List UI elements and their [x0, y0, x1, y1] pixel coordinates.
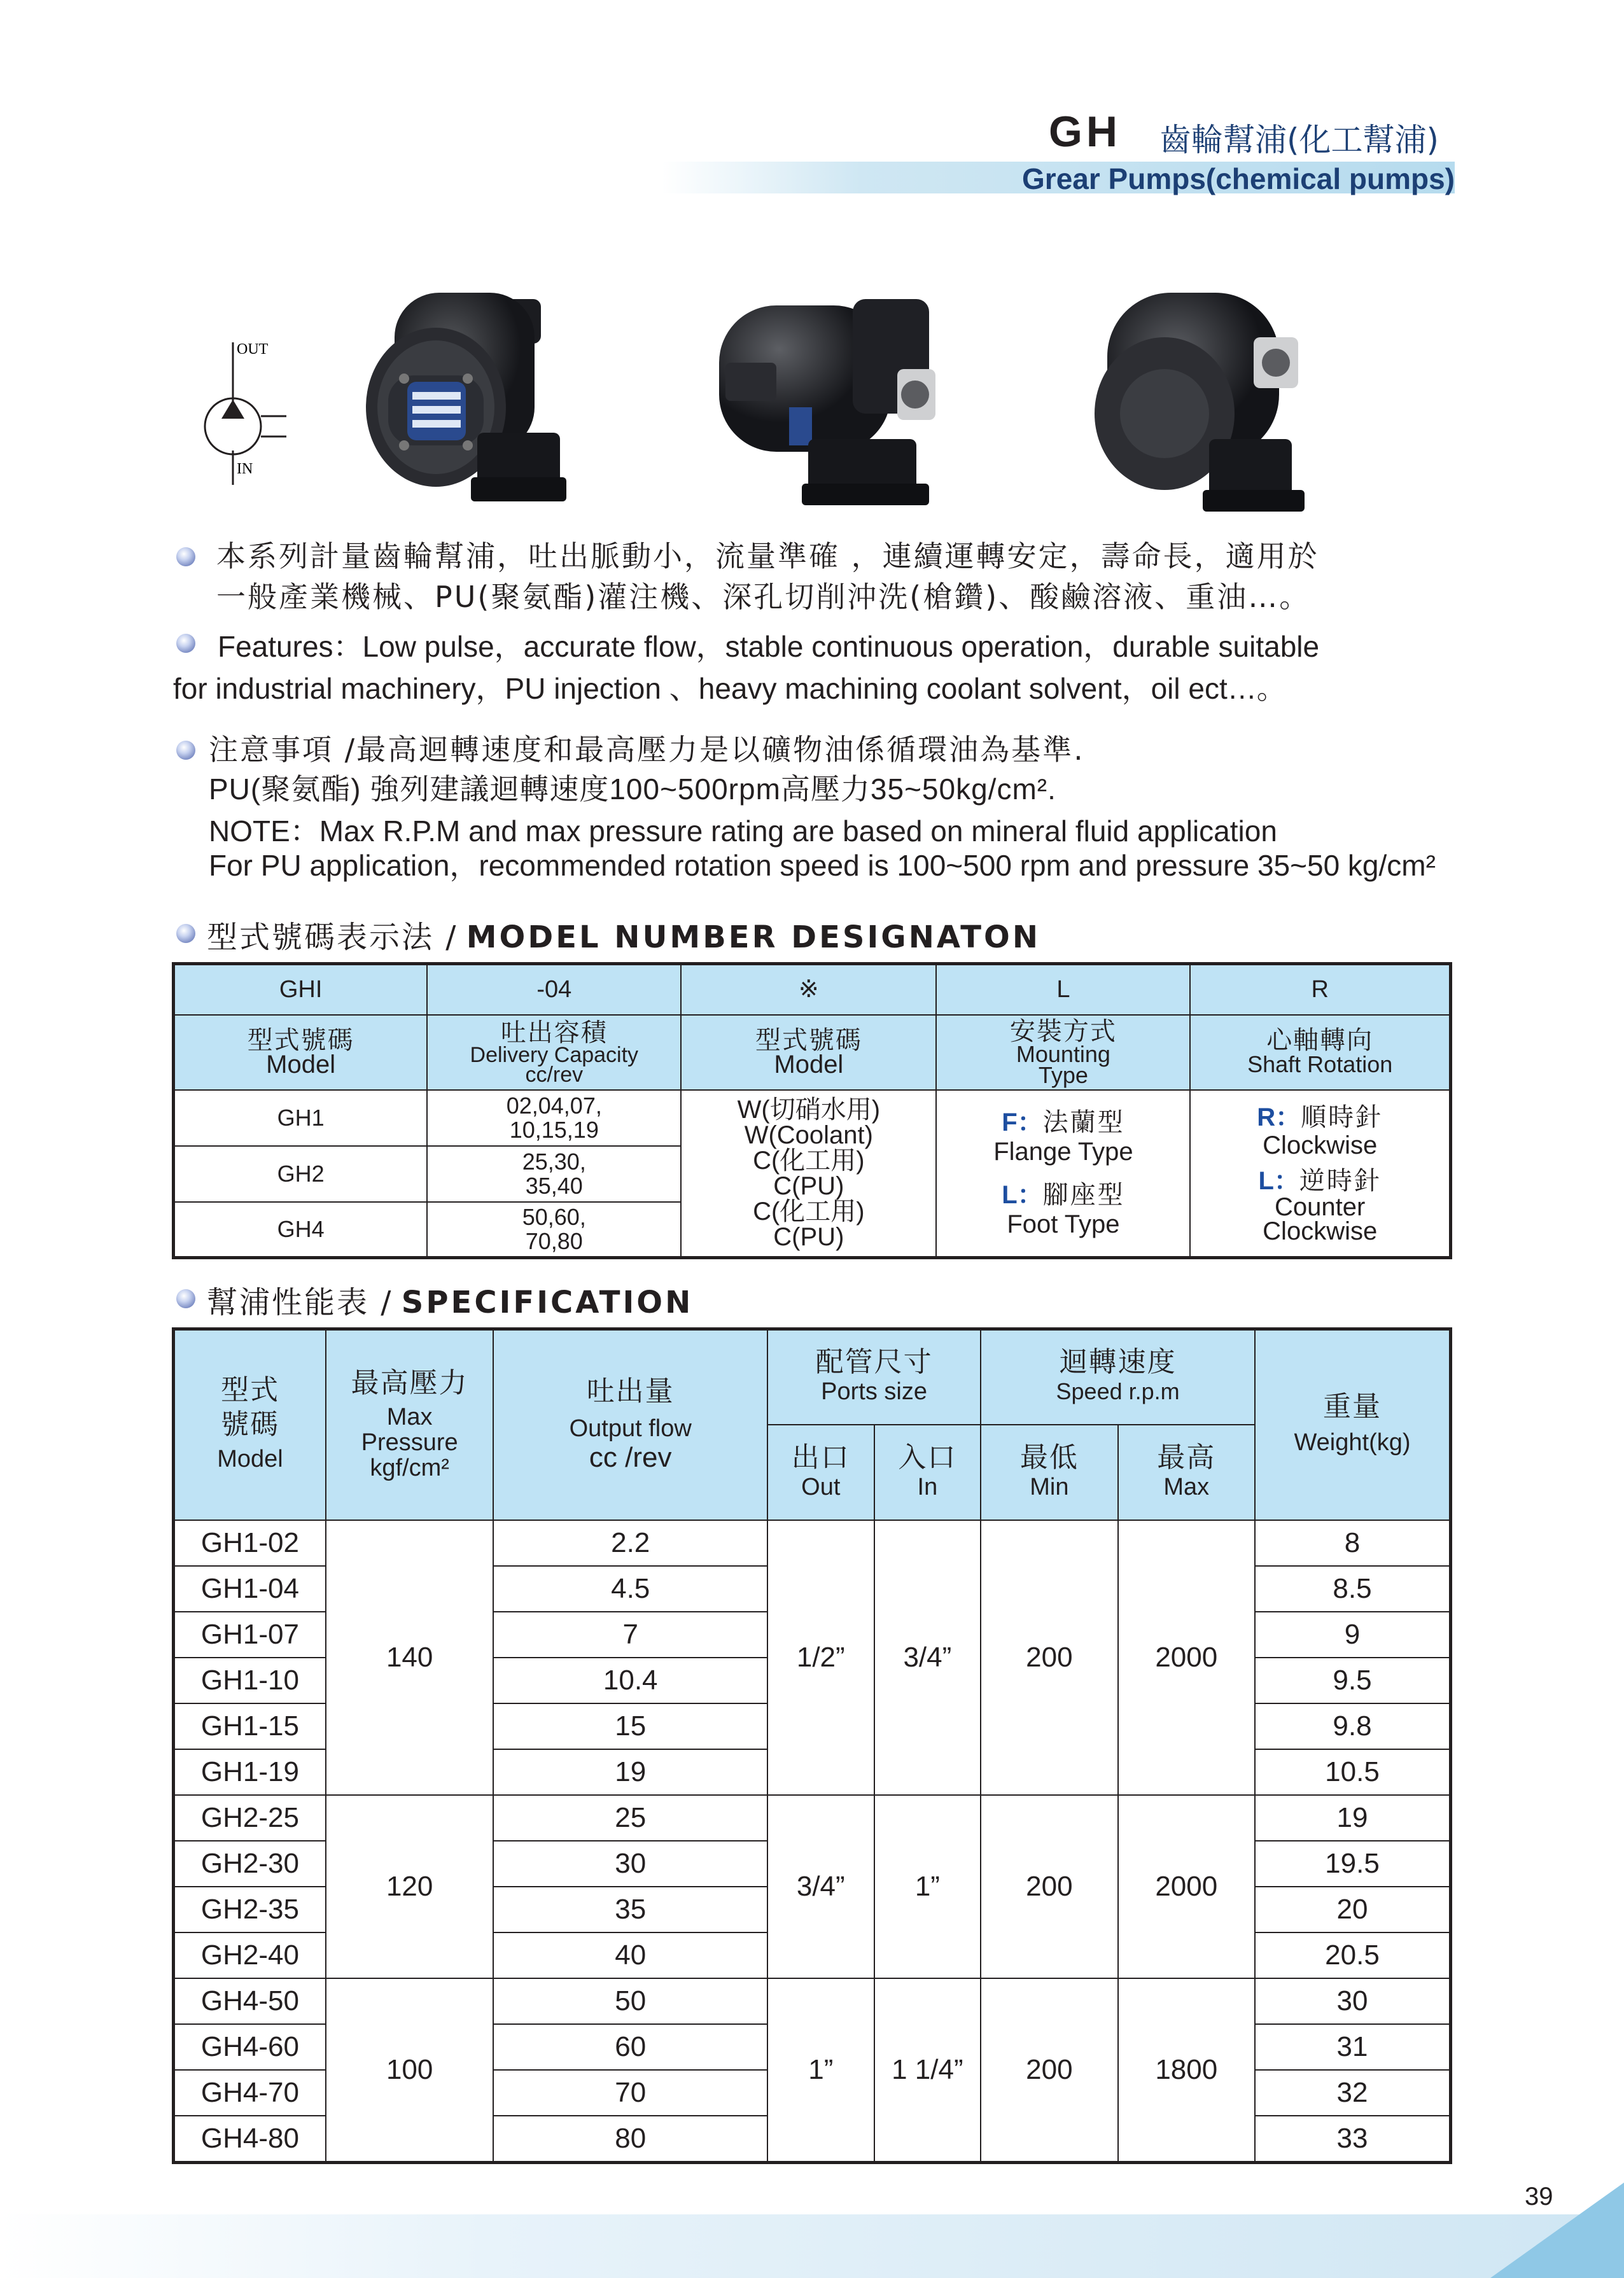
spec-title-zh: 幫浦性能表 /: [207, 1285, 393, 1320]
model-designation-table: [172, 962, 1452, 1259]
type-options: W(切硝水用) W(Coolant) C(化工用) C(PU) C(化工用) C(PU): [681, 1090, 936, 1258]
flow-cell: 15: [493, 1703, 767, 1749]
symbol-out-label: OUT: [237, 341, 269, 358]
weight-cell: 9: [1255, 1612, 1451, 1658]
weight-cell: 33: [1255, 2116, 1451, 2163]
header-in: 入口 In: [874, 1425, 981, 1520]
bullet-icon: [176, 547, 195, 566]
model-cell: GH4-60: [174, 2024, 326, 2070]
model-cell: GH2-25: [174, 1795, 326, 1841]
title-en: Grear Pumps(chemical pumps): [1022, 162, 1455, 195]
header-type: 型式號碼 Model: [681, 1015, 936, 1090]
flow-cell: 2.2: [493, 1520, 767, 1566]
port-in-cell: 1”: [874, 1795, 981, 1978]
weight-cell: 20.5: [1255, 1932, 1451, 1978]
model-cell: GH1-04: [174, 1566, 326, 1612]
pump-image-flange-rear: [1082, 267, 1311, 522]
spec-section-title: [207, 1278, 693, 1322]
model-cell: GH2-35: [174, 1887, 326, 1932]
model-cell: GH1-15: [174, 1703, 326, 1749]
port-in-cell: 3/4”: [874, 1520, 981, 1795]
spec-body: [174, 1520, 1451, 2163]
note-en-line2: For PU application，recommended rotation speed is 100~500 rpm and pressure 35~50 kg/cm²: [209, 849, 1436, 882]
bullet-icon: [176, 634, 195, 653]
header-max-pressure: 最高壓力 Max Pressure kgf/cm²: [326, 1329, 494, 1520]
flow-cell: 40: [493, 1932, 767, 1978]
desc-zh-line2: 一般產業機械、PU(聚氨酯)灌注機、深孔切削沖洗(槍鑽)、酸鹼溶液、重油…。: [216, 580, 1311, 614]
model-cell: GH4-70: [174, 2070, 326, 2116]
header-max: 最高 Max: [1118, 1425, 1255, 1520]
header-ports-size: 配管尺寸 Ports size: [767, 1329, 981, 1425]
pump-symbol-icon: [191, 337, 318, 490]
pump-image-side: [700, 267, 942, 522]
header-min: 最低 Min: [981, 1425, 1117, 1520]
speed-min-cell: 200: [981, 1795, 1117, 1978]
weight-cell: 31: [1255, 2024, 1451, 2070]
port-in-cell: 1 1/4”: [874, 1978, 981, 2163]
flow-cell: 60: [493, 2024, 767, 2070]
model-row-gh1: GH1: [174, 1090, 428, 1146]
flow-cell: 50: [493, 1978, 767, 2024]
flow-cell: 25: [493, 1795, 767, 1841]
weight-cell: 19: [1255, 1795, 1451, 1841]
bullet-icon: [176, 1289, 195, 1308]
code-part-type: ※: [681, 964, 936, 1015]
model-row-gh4: GH4: [174, 1202, 428, 1258]
port-out-cell: 1/2”: [767, 1520, 874, 1795]
model-title-zh: 型式號碼表示法 /: [207, 919, 458, 955]
note-en-line1: NOTE：Max R.P.M and max pressure rating are based on mineral fluid application: [209, 814, 1277, 848]
weight-cell: 10.5: [1255, 1749, 1451, 1795]
title-zh: 齒輪幫浦(化工幫浦): [1159, 122, 1439, 158]
flow-cell: 10.4: [493, 1658, 767, 1703]
weight-cell: 20: [1255, 1887, 1451, 1932]
model-title-en: MODEL NUMBER DESIGNATON: [466, 919, 1041, 955]
model-row-gh2: GH2: [174, 1146, 428, 1202]
pressure-cell: 140: [326, 1520, 494, 1795]
weight-cell: 30: [1255, 1978, 1451, 2024]
desc-en-line1: Features：Low pulse，accurate flow，stable continuous operation，durable suitable: [218, 630, 1320, 663]
note-zh-line1: 注意事項 /最高迴轉速度和最高壓力是以礦物油係循環油為基準.: [209, 732, 1085, 767]
bullet-icon: [176, 741, 195, 760]
note-zh-line2: PU(聚氨酯) 強列建議迴轉速度100~500rpm高壓力35~50kg/cm².: [209, 772, 1056, 806]
mounting-options: F：法蘭型 Flange Type L：腳座型 Foot Type: [936, 1090, 1190, 1258]
bullet-icon: [176, 924, 195, 943]
speed-max-cell: 2000: [1118, 1520, 1255, 1795]
header-capacity: 吐出容積 Delivery Capacity cc/rev: [427, 1015, 681, 1090]
capacity-gh4: 50,60, 70,80: [427, 1202, 681, 1258]
weight-cell: 8: [1255, 1520, 1451, 1566]
speed-max-cell: 2000: [1118, 1795, 1255, 1978]
header-out: 出口 Out: [767, 1425, 874, 1520]
code-part-capacity: -04: [427, 964, 681, 1015]
rotation-options: R：順時針 Clockwise L：逆時針 Counter Clockwise: [1190, 1090, 1450, 1258]
weight-cell: 8.5: [1255, 1566, 1451, 1612]
model-cell: GH1-07: [174, 1612, 326, 1658]
weight-cell: 19.5: [1255, 1841, 1451, 1887]
capacity-gh1: 02,04,07, 10,15,19: [427, 1090, 681, 1146]
weight-cell: 9.8: [1255, 1703, 1451, 1749]
speed-max-cell: 1800: [1118, 1978, 1255, 2163]
model-cell: GH1-10: [174, 1658, 326, 1703]
port-out-cell: 1”: [767, 1978, 874, 2163]
flow-cell: 19: [493, 1749, 767, 1795]
header-rotation: 心軸轉向 Shaft Rotation: [1190, 1015, 1450, 1090]
header-model: 型式號碼 Model: [174, 1015, 428, 1090]
header-weight: 重量 Weight(kg): [1255, 1329, 1451, 1520]
model-cell: GH2-40: [174, 1932, 326, 1978]
desc-zh-line1: 本系列計量齒輪幫浦，吐出脈動小，流量準確 ，連續運轉安定，壽命長，適用於: [216, 539, 1319, 573]
table-row: [174, 1795, 1451, 1841]
weight-cell: 9.5: [1255, 1658, 1451, 1703]
speed-min-cell: 200: [981, 1520, 1117, 1795]
header-output-flow: 吐出量 Output flow cc /rev: [493, 1329, 767, 1520]
model-cell: GH4-80: [174, 2116, 326, 2163]
model-cell: GH4-50: [174, 1978, 326, 2024]
capacity-gh2: 25,30, 35,40: [427, 1146, 681, 1202]
flow-cell: 7: [493, 1612, 767, 1658]
page-number: 39: [1525, 2183, 1553, 2211]
speed-min-cell: 200: [981, 1978, 1117, 2163]
flow-cell: 80: [493, 2116, 767, 2163]
pump-image-flange-front: [356, 267, 573, 522]
flow-cell: 70: [493, 2070, 767, 2116]
code-part-series: GHI: [174, 964, 428, 1015]
model-cell: GH1-02: [174, 1520, 326, 1566]
flow-cell: 35: [493, 1887, 767, 1932]
weight-cell: 32: [1255, 2070, 1451, 2116]
header-speed: 迴轉速度 Speed r.p.m: [981, 1329, 1255, 1425]
table-row: [174, 1978, 1451, 2024]
flow-cell: 30: [493, 1841, 767, 1887]
port-out-cell: 3/4”: [767, 1795, 874, 1978]
model-cell: GH2-30: [174, 1841, 326, 1887]
specification-table: [172, 1327, 1452, 2164]
pressure-cell: 100: [326, 1978, 494, 2163]
code-part-mounting: L: [936, 964, 1190, 1015]
flow-cell: 4.5: [493, 1566, 767, 1612]
product-code: GH: [1049, 108, 1121, 156]
code-part-rotation: R: [1190, 964, 1450, 1015]
footer-bar: [0, 2214, 1624, 2278]
desc-en-line2: for industrial machinery，PU injection 、heavy machining coolant solvent，oil ect…。: [173, 672, 1286, 705]
model-section-title: [207, 912, 1040, 956]
header-model: 型式 號碼 Model: [174, 1329, 326, 1520]
symbol-in-label: IN: [237, 461, 253, 477]
pressure-cell: 120: [326, 1795, 494, 1978]
table-row: [174, 1520, 1451, 1566]
header-mounting: 安裝方式 Mounting Type: [936, 1015, 1190, 1090]
spec-title-en: SPECIFICATION: [401, 1285, 694, 1320]
model-cell: GH1-19: [174, 1749, 326, 1795]
